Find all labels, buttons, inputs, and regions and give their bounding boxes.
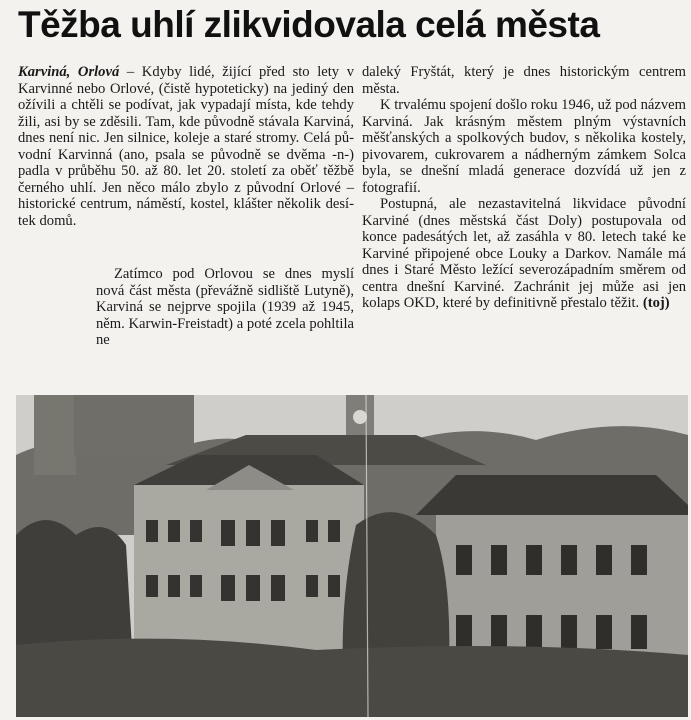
paragraph-5: [362, 196, 686, 312]
article-column-2: [362, 64, 686, 312]
historic-town-photo: [16, 395, 688, 717]
paragraph-1-text: – Kdyby lidé, žijící před sto lety v Karvinné nebo Orlové, (čistě hypoteticky) na jediný den ožívili a chtěli se podívat, jak vypadají místa, kde tehdy žili, asi by se zděsili. Tam, kde původně stávala Karviná, dnes není nic. Jen silnice, koleje a staré stromy. Celá původní Karvinná (ano, psala se původně se dvěma -n-) padla v průběhu 50. až 80. let 20. století za oběť těžbě černého uhlí. Jen něco málo zbylo z původní Orlové – historické centrum, náměstí, kostel, klášter několik desítek domů.: [18, 64, 355, 229]
dateline: Karviná, Orlová: [18, 64, 120, 80]
paragraph-2-text: Zatímco pod Orlovou se dnes myslí nová část města (převážně sidliště Lutyně), Karviná se nejprve spojila (1939 až 1945, něm. Karwin-Freistadt) a poté zcela pohltila ne: [96, 266, 354, 348]
paragraph-4: K trvalému spojení došlo roku 1946, už pod názvem Karviná. Jak krásným městem plným výstavních měšťanských a spolkových budov, s několika kostely, pivovarem, cukrovarem a nádherným zámkem Solca byla, se dnešní mladá generace dozvídá už jen z fotografií.: [362, 97, 687, 196]
paragraph-5-text: Postupná, ale nezastavitelná likvidace původní Karviné (dnes městská část Doly) postupovala od konce padesátých let, až zasáhla v 80. letech také ke Karviné připojené obce Louky a Darkov. Namále má dnes i Staré Město ležící severozápadním směrem od centra dnešní Karviné. Zachránit jej může asi jen kolaps OKD, které by definitivně přestalo těžit.: [362, 196, 686, 311]
article-column-1: [18, 64, 354, 229]
headline: Těžba uhlí zlikvidovala celá města: [18, 4, 600, 45]
paragraph-1: [18, 64, 354, 229]
paragraph-3: daleký Fryštát, který je dnes historickým centrem města.: [362, 64, 686, 97]
paragraph-2: [96, 266, 354, 349]
author-signature: (toj): [642, 295, 670, 311]
